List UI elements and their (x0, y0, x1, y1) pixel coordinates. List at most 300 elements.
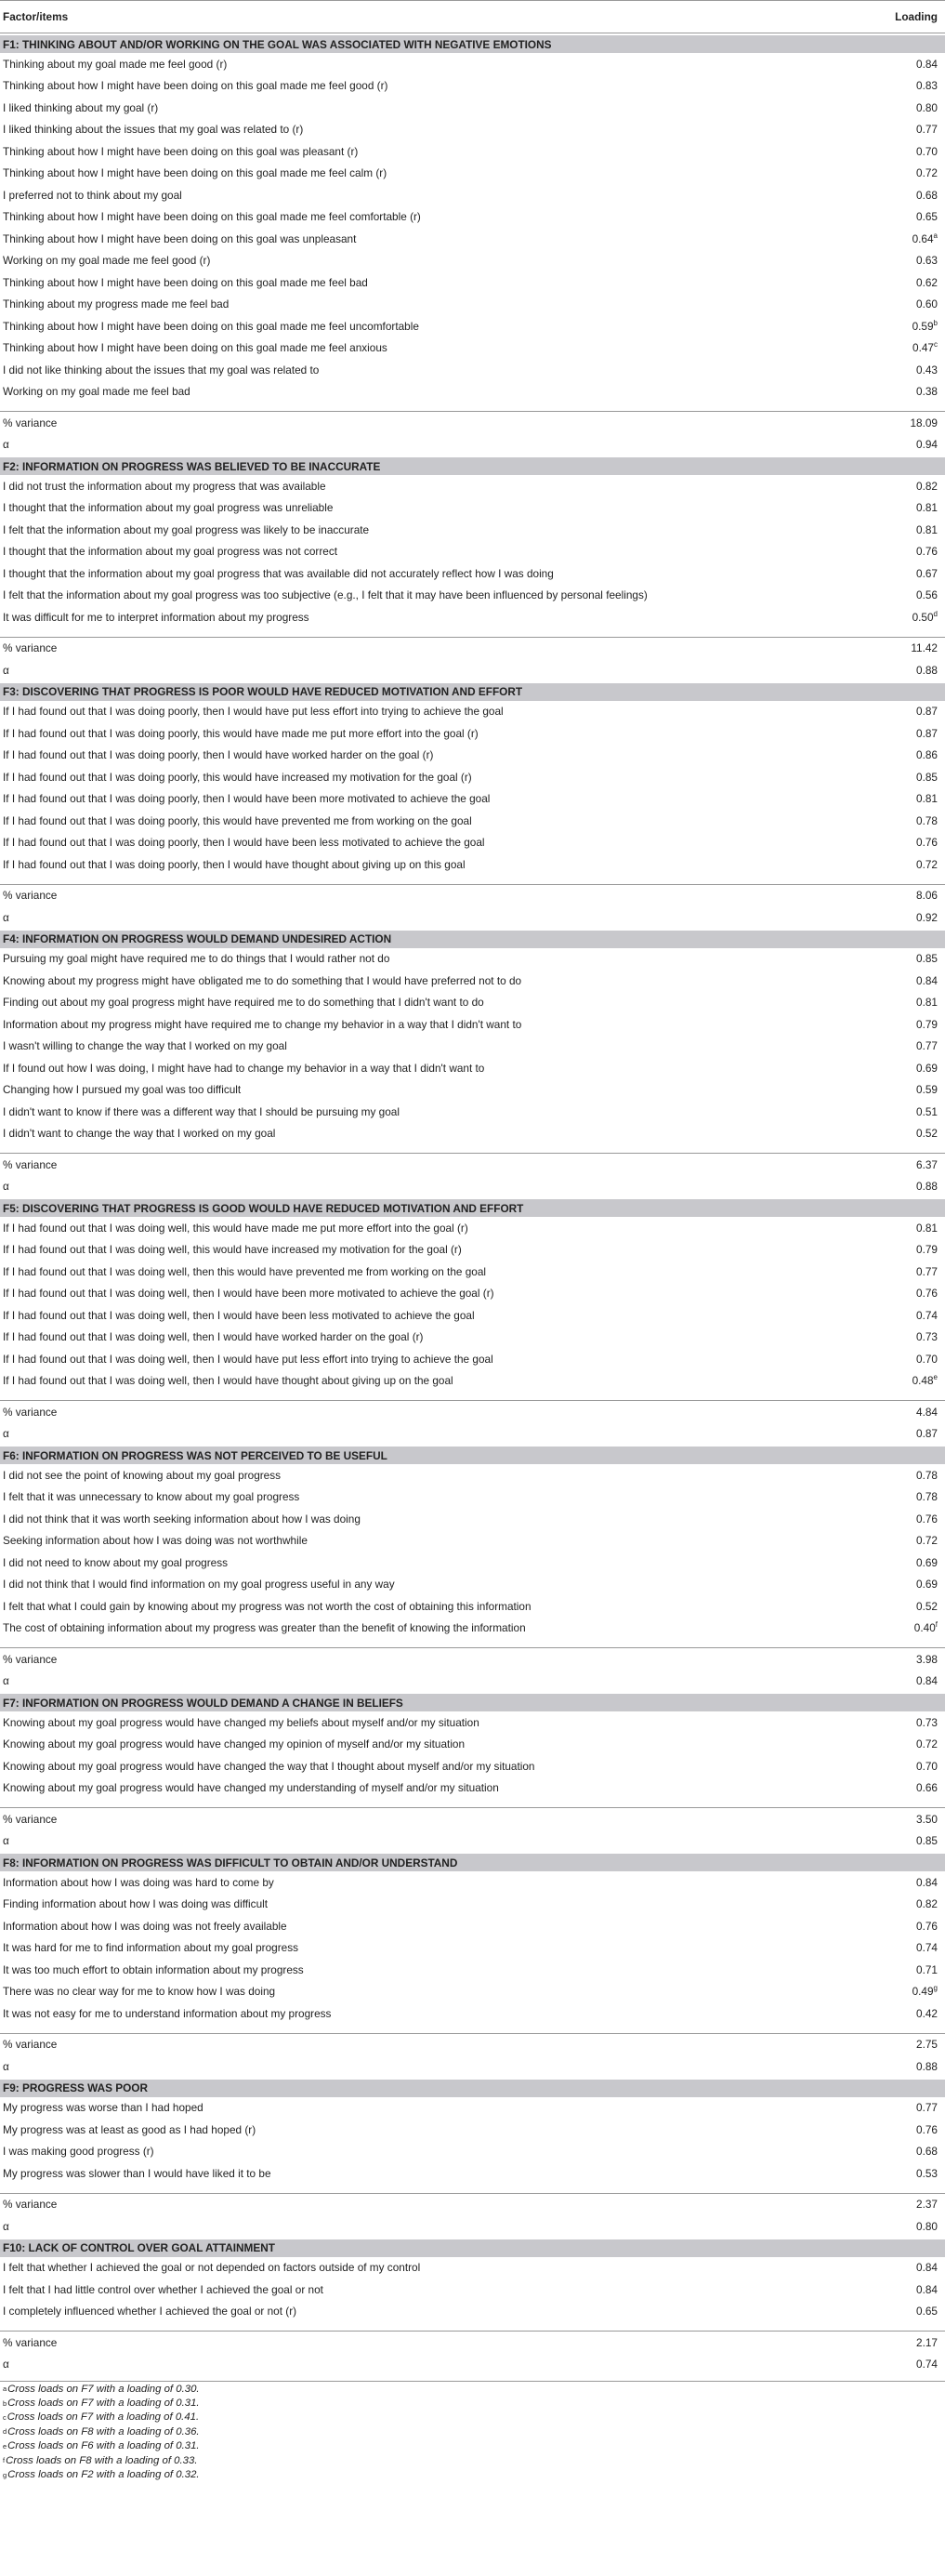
item-text: I felt that the information about my goal progress was too subjective (e.g., I felt that it may have been influenced by personal feelings) (3, 588, 648, 602)
factor-title: F7: INFORMATION ON PROGRESS WOULD DEMAND A CHANGE IN BELIEFS (3, 1696, 403, 1710)
table-row (0, 1217, 945, 1239)
variance-value: 2.37 (916, 2198, 938, 2212)
item-loading (854, 974, 945, 987)
column-header-items: Factor/items (3, 10, 69, 23)
item-text: I was making good progress (r) (3, 2145, 154, 2159)
table-row (0, 1101, 945, 1123)
loading-value: 0.70 (916, 1352, 938, 1366)
item-text: If I had found out that I was doing poorly, then I would have thought about giving up on this goal (3, 857, 466, 871)
item-loading (854, 320, 945, 333)
alpha-value: 0.94 (916, 438, 938, 452)
loading-value: 0.72 (916, 857, 938, 871)
variance-row (0, 2033, 945, 2056)
loading-value: 0.68 (916, 188, 938, 202)
table-row (0, 97, 945, 119)
loading-value: 0.72 (916, 1737, 938, 1751)
item-text: I didn't want to change the way that I worked on my goal (3, 1127, 276, 1141)
item-loading (854, 1062, 945, 1075)
variance-label: % variance (3, 1405, 58, 1419)
footnote-marker: g (933, 1984, 938, 1993)
loading-value: 0.82 (916, 479, 938, 493)
item-loading (854, 1469, 945, 1482)
item-text: Knowing about my goal progress would have changed my understanding of myself and/or my situation (3, 1781, 499, 1795)
item-loading (854, 166, 945, 179)
item-loading (854, 501, 945, 514)
item-loading (854, 1039, 945, 1052)
footnote-mark: c (3, 2412, 7, 2422)
table-row (0, 2119, 945, 2141)
loading-value: 0.73 (916, 1330, 938, 1344)
variance-row (0, 884, 945, 907)
table-row (0, 315, 945, 337)
item-loading (854, 814, 945, 827)
variance-row (0, 2331, 945, 2354)
alpha-value: 0.85 (916, 1834, 938, 1848)
alpha-label: α (3, 438, 9, 452)
table-row (0, 140, 945, 163)
factor-heading (0, 683, 945, 701)
loading-value: 0.48 (912, 1374, 934, 1388)
footnote-text: Cross loads on F7 with a loading of 0.30. (7, 2383, 200, 2395)
table-row (0, 745, 945, 767)
loading-value: 0.81 (916, 1221, 938, 1235)
item-loading (854, 2145, 945, 2158)
variance-value: 4.84 (916, 1405, 938, 1419)
footnote (0, 2396, 945, 2410)
table-row (0, 585, 945, 607)
item-loading (854, 1353, 945, 1366)
table-row (0, 766, 945, 788)
loading-value: 0.64 (912, 231, 934, 245)
footnote (0, 2453, 945, 2467)
alpha-label: α (3, 663, 9, 677)
table-row (0, 1079, 945, 1102)
loading-value: 0.80 (916, 100, 938, 114)
alpha-value: 0.88 (916, 1180, 938, 1194)
alpha-label: α (3, 1180, 9, 1194)
table-row (0, 475, 945, 497)
table-row (0, 853, 945, 876)
item-loading (854, 363, 945, 376)
item-text: I did not like thinking about the issues that my goal was related to (3, 363, 320, 376)
alpha-value: 0.74 (916, 2358, 938, 2371)
variance-value: 11.42 (911, 641, 938, 655)
loading-value: 0.52 (916, 1127, 938, 1141)
table-row (0, 1013, 945, 1036)
item-text: My progress was at least as good as I had hoped (r) (3, 2122, 256, 2136)
item-text: I liked thinking about the issues that my goal was related to (r) (3, 123, 304, 137)
alpha-row (0, 2354, 945, 2376)
item-text: Thinking about how I might have been doing on this goal made me feel anxious (3, 341, 387, 355)
item-loading (854, 1760, 945, 1773)
table-row (0, 1755, 945, 1777)
loading-value: 0.70 (916, 144, 938, 158)
item-loading (854, 1222, 945, 1235)
loading-value: 0.72 (916, 166, 938, 180)
loading-value: 0.68 (916, 2145, 938, 2159)
footnote-text: Cross loads on F2 with a loading of 0.32. (7, 2469, 200, 2481)
variance-label: % variance (3, 1652, 58, 1666)
item-loading (854, 858, 945, 871)
item-text: If I had found out that I was doing well, then I would have put less effort into trying to achieve the goal (3, 1352, 493, 1366)
item-text: I felt that the information about my goal progress was likely to be inaccurate (3, 522, 370, 536)
item-text: Thinking about how I might have been doing on this goal made me feel uncomfortable (3, 319, 419, 333)
item-loading (854, 232, 945, 245)
item-loading (854, 58, 945, 71)
variance-row (0, 1400, 945, 1423)
table-row (0, 163, 945, 185)
item-loading (854, 123, 945, 136)
loading-value: 0.69 (916, 1061, 938, 1075)
factor-heading (0, 2239, 945, 2257)
item-loading (854, 79, 945, 92)
variance-row (0, 1647, 945, 1671)
footnote-text: Cross loads on F7 with a loading of 0.31. (7, 2398, 200, 2410)
footnote-marker: e (933, 1373, 938, 1382)
item-loading (854, 1941, 945, 1954)
item-loading (854, 1105, 945, 1118)
variance-label: % variance (3, 641, 58, 655)
item-text: I preferred not to think about my goal (3, 188, 182, 202)
item-loading (854, 2007, 945, 2020)
footnote-mark: d (3, 2427, 7, 2437)
item-text: Thinking about how I might have been doing on this goal made me feel calm (r) (3, 166, 387, 180)
factor-title: F9: PROGRESS WAS POOR (3, 2081, 149, 2094)
loading-value: 0.69 (916, 1555, 938, 1569)
item-loading (854, 2305, 945, 2318)
item-loading (854, 705, 945, 718)
footnote-text: Cross loads on F8 with a loading of 0.36. (7, 2425, 200, 2437)
item-text: If I had found out that I was doing poorly, this would have made me put more effort into the goal (r) (3, 726, 479, 740)
alpha-value: 0.88 (916, 2059, 938, 2073)
alpha-label: α (3, 2219, 9, 2233)
table-row (0, 1937, 945, 1960)
item-text: If I had found out that I was doing poorly, then I would have been more motivated to achieve the goal (3, 792, 491, 806)
item-loading (854, 727, 945, 740)
loading-value: 0.76 (916, 2122, 938, 2136)
footnote-mark: a (3, 2384, 7, 2394)
loading-value: 0.87 (916, 726, 938, 740)
item-loading (854, 1737, 945, 1750)
table-row (0, 53, 945, 75)
table-row (0, 810, 945, 832)
item-text: Knowing about my goal progress would have changed the way that I thought about myself and/or my situation (3, 1759, 535, 1773)
loading-value: 0.67 (916, 566, 938, 580)
alpha-label: α (3, 1674, 9, 1688)
loading-value: 0.59 (912, 319, 934, 333)
table-row (0, 562, 945, 585)
alpha-label: α (3, 2358, 9, 2371)
item-loading (854, 1374, 945, 1387)
footnote-marker: b (933, 318, 938, 327)
table-row (0, 1595, 945, 1618)
item-text: I did not think that it was worth seeking information about how I was doing (3, 1512, 361, 1526)
footnotes (0, 2381, 945, 2482)
alpha-row (0, 1176, 945, 1198)
table-row (0, 1508, 945, 1530)
table-row (0, 701, 945, 723)
alpha-label: α (3, 2059, 9, 2073)
item-loading (854, 1265, 945, 1278)
footnote (0, 2411, 945, 2424)
item-loading (854, 1600, 945, 1613)
item-loading (854, 1897, 945, 1910)
loading-value: 0.81 (916, 996, 938, 1010)
column-header-loading: Loading (895, 10, 938, 23)
variance-row (0, 1807, 945, 1830)
loading-value: 0.50 (912, 610, 934, 624)
item-text: Knowing about my progress might have obligated me to do something that I would have preferred not to do (3, 973, 522, 987)
item-loading (854, 1781, 945, 1794)
table-row (0, 2141, 945, 2163)
table-row (0, 228, 945, 250)
loading-value: 0.77 (916, 123, 938, 137)
table-row (0, 119, 945, 141)
item-text: Information about my progress might have required me to change my behavior in a way that I didn't want to (3, 1017, 522, 1031)
variance-row (0, 411, 945, 434)
table-row (0, 1304, 945, 1327)
factor-title: F5: DISCOVERING THAT PROGRESS IS GOOD WOULD HAVE REDUCED MOTIVATION AND EFFORT (3, 1201, 524, 1215)
table-header (0, 0, 945, 33)
item-text: If I had found out that I was doing well, then I would have worked harder on the goal (r) (3, 1330, 424, 1344)
variance-label: % variance (3, 2198, 58, 2212)
table-row (0, 337, 945, 360)
table-row (0, 2162, 945, 2185)
loading-value: 0.84 (916, 973, 938, 987)
item-text: Pursuing my goal might have required me to do things that I would rather not do (3, 952, 390, 966)
table-row (0, 788, 945, 811)
loading-value: 0.76 (916, 1919, 938, 1933)
loading-value: 0.81 (916, 501, 938, 515)
table-row (0, 1283, 945, 1305)
item-loading (854, 952, 945, 965)
alpha-row (0, 906, 945, 929)
factor-title: F1: THINKING ABOUT AND/OR WORKING ON THE GOAL WAS ASSOCIATED WITH NEGATIVE EMOTIONS (3, 37, 552, 51)
item-text: Seeking information about how I was doing was not worthwhile (3, 1534, 308, 1548)
item-text: It was not easy for me to understand information about my progress (3, 2006, 332, 2020)
footnote-mark: f (3, 2456, 6, 2465)
item-text: I felt that whether I achieved the goal or not depended on factors outside of my control (3, 2261, 421, 2275)
loading-value: 0.81 (916, 792, 938, 806)
footnote-marker: d (933, 609, 938, 618)
loading-value: 0.62 (916, 275, 938, 289)
item-text: Thinking about how I might have been doing on this goal made me feel bad (3, 275, 368, 289)
item-loading (854, 1243, 945, 1256)
table-row (0, 1894, 945, 1916)
loading-value: 0.52 (916, 1599, 938, 1613)
table-row (0, 606, 945, 628)
item-loading (854, 1287, 945, 1300)
loading-value: 0.77 (916, 2101, 938, 2115)
item-text: Finding information about how I was doing was difficult (3, 1897, 269, 1911)
item-loading (854, 1621, 945, 1634)
table-row (0, 1239, 945, 1262)
item-loading (854, 588, 945, 601)
item-text: If I had found out that I was doing well, then I would have been more motivated to achieve the goal (r) (3, 1287, 494, 1301)
footnote-text: Cross loads on F8 with a loading of 0.33. (6, 2454, 198, 2466)
loading-value: 0.72 (916, 1534, 938, 1548)
item-text: I thought that the information about my goal progress was not correct (3, 545, 338, 559)
alpha-row (0, 659, 945, 681)
item-loading (854, 145, 945, 158)
loading-value: 0.79 (916, 1017, 938, 1031)
factor-title: F10: LACK OF CONTROL OVER GOAL ATTAINMENT (3, 2241, 275, 2254)
loading-value: 0.82 (916, 1897, 938, 1911)
item-text: I didn't want to know if there was a different way that I should be pursuing my goal (3, 1104, 400, 1118)
item-loading (854, 1513, 945, 1526)
table-row (0, 1871, 945, 1894)
item-loading (854, 2261, 945, 2274)
item-loading (854, 1920, 945, 1933)
item-loading (854, 2167, 945, 2180)
item-text: I did not need to know about my goal progress (3, 1555, 228, 1569)
loading-value: 0.51 (916, 1104, 938, 1118)
loading-value: 0.63 (916, 254, 938, 268)
table-row (0, 2097, 945, 2120)
alpha-label: α (3, 1834, 9, 1848)
item-text: I wasn't willing to change the way that I worked on my goal (3, 1039, 287, 1053)
item-text: Thinking about how I might have been doing on this goal made me feel good (r) (3, 79, 388, 93)
table-row (0, 1370, 945, 1393)
table-row (0, 1036, 945, 1058)
item-text: I felt that it was unnecessary to know about my goal progress (3, 1490, 300, 1504)
item-text: If I had found out that I was doing poorly, this would have increased my motivation for the goal (r) (3, 770, 472, 784)
item-text: The cost of obtaining information about my progress was greater than the benefit of knowing the information (3, 1621, 526, 1635)
table-row (0, 1734, 945, 1756)
item-text: I completely influenced whether I achieved the goal or not (r) (3, 2305, 297, 2318)
item-loading (854, 611, 945, 624)
item-loading (854, 1309, 945, 1322)
item-loading (854, 836, 945, 849)
footnote (0, 2382, 945, 2396)
loading-value: 0.78 (916, 1468, 938, 1482)
loading-value: 0.42 (916, 2006, 938, 2020)
alpha-value: 0.84 (916, 1674, 938, 1688)
item-text: Information about how I was doing was not freely available (3, 1919, 287, 1933)
alpha-value: 0.87 (916, 1427, 938, 1441)
table-row (0, 1464, 945, 1486)
loading-value: 0.56 (916, 588, 938, 602)
loading-value: 0.70 (916, 1759, 938, 1773)
table-row (0, 832, 945, 854)
item-loading (854, 210, 945, 223)
table-row (0, 271, 945, 294)
footnote (0, 2467, 945, 2481)
item-loading (854, 385, 945, 398)
alpha-value: 0.80 (916, 2219, 938, 2233)
item-loading (854, 2101, 945, 2114)
factor-heading (0, 457, 945, 475)
footnote-text: Cross loads on F6 with a loading of 0.31. (7, 2440, 200, 2452)
item-loading (854, 771, 945, 784)
loading-value: 0.84 (916, 2282, 938, 2296)
table-row (0, 519, 945, 541)
loading-value: 0.83 (916, 79, 938, 93)
loading-value: 0.76 (916, 836, 938, 850)
factor-heading (0, 1199, 945, 1217)
table-row (0, 1486, 945, 1509)
factor-title: F3: DISCOVERING THAT PROGRESS IS POOR WOULD HAVE REDUCED MOTIVATION AND EFFORT (3, 685, 523, 698)
variance-value: 3.98 (916, 1652, 938, 1666)
footnote-mark: e (3, 2441, 7, 2451)
table-row (0, 970, 945, 992)
item-text: My progress was slower than I would have liked it to be (3, 2166, 271, 2180)
loading-value: 0.49 (912, 1985, 934, 1999)
item-loading (854, 567, 945, 580)
table-row (0, 1574, 945, 1596)
loading-value: 0.86 (916, 748, 938, 762)
item-text: Information about how I was doing was hard to come by (3, 1875, 274, 1889)
loading-value: 0.81 (916, 522, 938, 536)
table-row (0, 1777, 945, 1800)
table-row (0, 294, 945, 316)
footnote-marker: c (934, 340, 938, 350)
loading-value: 0.65 (916, 210, 938, 224)
item-loading (854, 1985, 945, 1998)
item-text: I did not see the point of knowing about my goal progress (3, 1468, 282, 1482)
loading-value: 0.53 (916, 2166, 938, 2180)
table-row (0, 992, 945, 1014)
item-text: If I found out how I was doing, I might have had to change my behavior in a way that I didn't want to (3, 1061, 485, 1075)
alpha-label: α (3, 1427, 9, 1441)
variance-label: % variance (3, 889, 58, 903)
loading-value: 0.76 (916, 1512, 938, 1526)
item-text: Thinking about my goal made me feel good (r) (3, 57, 228, 71)
item-text: It was difficult for me to interpret information about my progress (3, 610, 309, 624)
table-row (0, 541, 945, 563)
factor-heading (0, 35, 945, 53)
item-text: It was hard for me to find information about my goal progress (3, 1941, 299, 1955)
loading-value: 0.40 (913, 1621, 936, 1635)
item-text: Thinking about how I might have been doing on this goal was pleasant (r) (3, 144, 359, 158)
item-text: I did not think that I would find information on my goal progress useful in any way (3, 1578, 395, 1592)
variance-value: 6.37 (916, 1157, 938, 1171)
loading-value: 0.73 (916, 1715, 938, 1729)
item-text: If I had found out that I was doing poorly, then I would have been less motivated to achieve the goal (3, 836, 485, 850)
footnote-marker: a (933, 231, 938, 240)
footnote-mark: b (3, 2398, 7, 2408)
item-text: Knowing about my goal progress would have changed my beliefs about myself and/or my situation (3, 1715, 479, 1729)
item-text: I felt that what I could gain by knowing about my progress was not worth the cost of obtaining this information (3, 1599, 532, 1613)
item-loading (854, 523, 945, 536)
loading-value: 0.77 (916, 1039, 938, 1053)
footnote (0, 2439, 945, 2453)
table-row (0, 1981, 945, 2003)
footnote-text: Cross loads on F7 with a loading of 0.41. (7, 2411, 200, 2424)
table-row (0, 1261, 945, 1283)
variance-value: 2.17 (916, 2335, 938, 2349)
factor-heading (0, 1854, 945, 1871)
loading-value: 0.78 (916, 1490, 938, 1504)
table-row (0, 1123, 945, 1145)
table-row (0, 1959, 945, 1981)
table-row (0, 1552, 945, 1574)
item-text: If I had found out that I was doing well, then I would have thought about giving up on the goal (3, 1374, 453, 1388)
table-row (0, 1057, 945, 1079)
item-loading (854, 1127, 945, 1140)
variance-label: % variance (3, 1812, 58, 1826)
item-text: If I had found out that I was doing poorly, this would have prevented me from working on the goal (3, 813, 472, 827)
item-loading (854, 254, 945, 267)
item-loading (854, 1716, 945, 1729)
alpha-row (0, 1423, 945, 1446)
factor-heading (0, 1447, 945, 1464)
variance-row (0, 1153, 945, 1176)
item-text: Knowing about my goal progress would have changed my opinion of myself and/or my situation (3, 1737, 466, 1751)
item-text: Working on my goal made me feel bad (3, 385, 190, 399)
loading-value: 0.65 (916, 2305, 938, 2318)
table-row (0, 722, 945, 745)
